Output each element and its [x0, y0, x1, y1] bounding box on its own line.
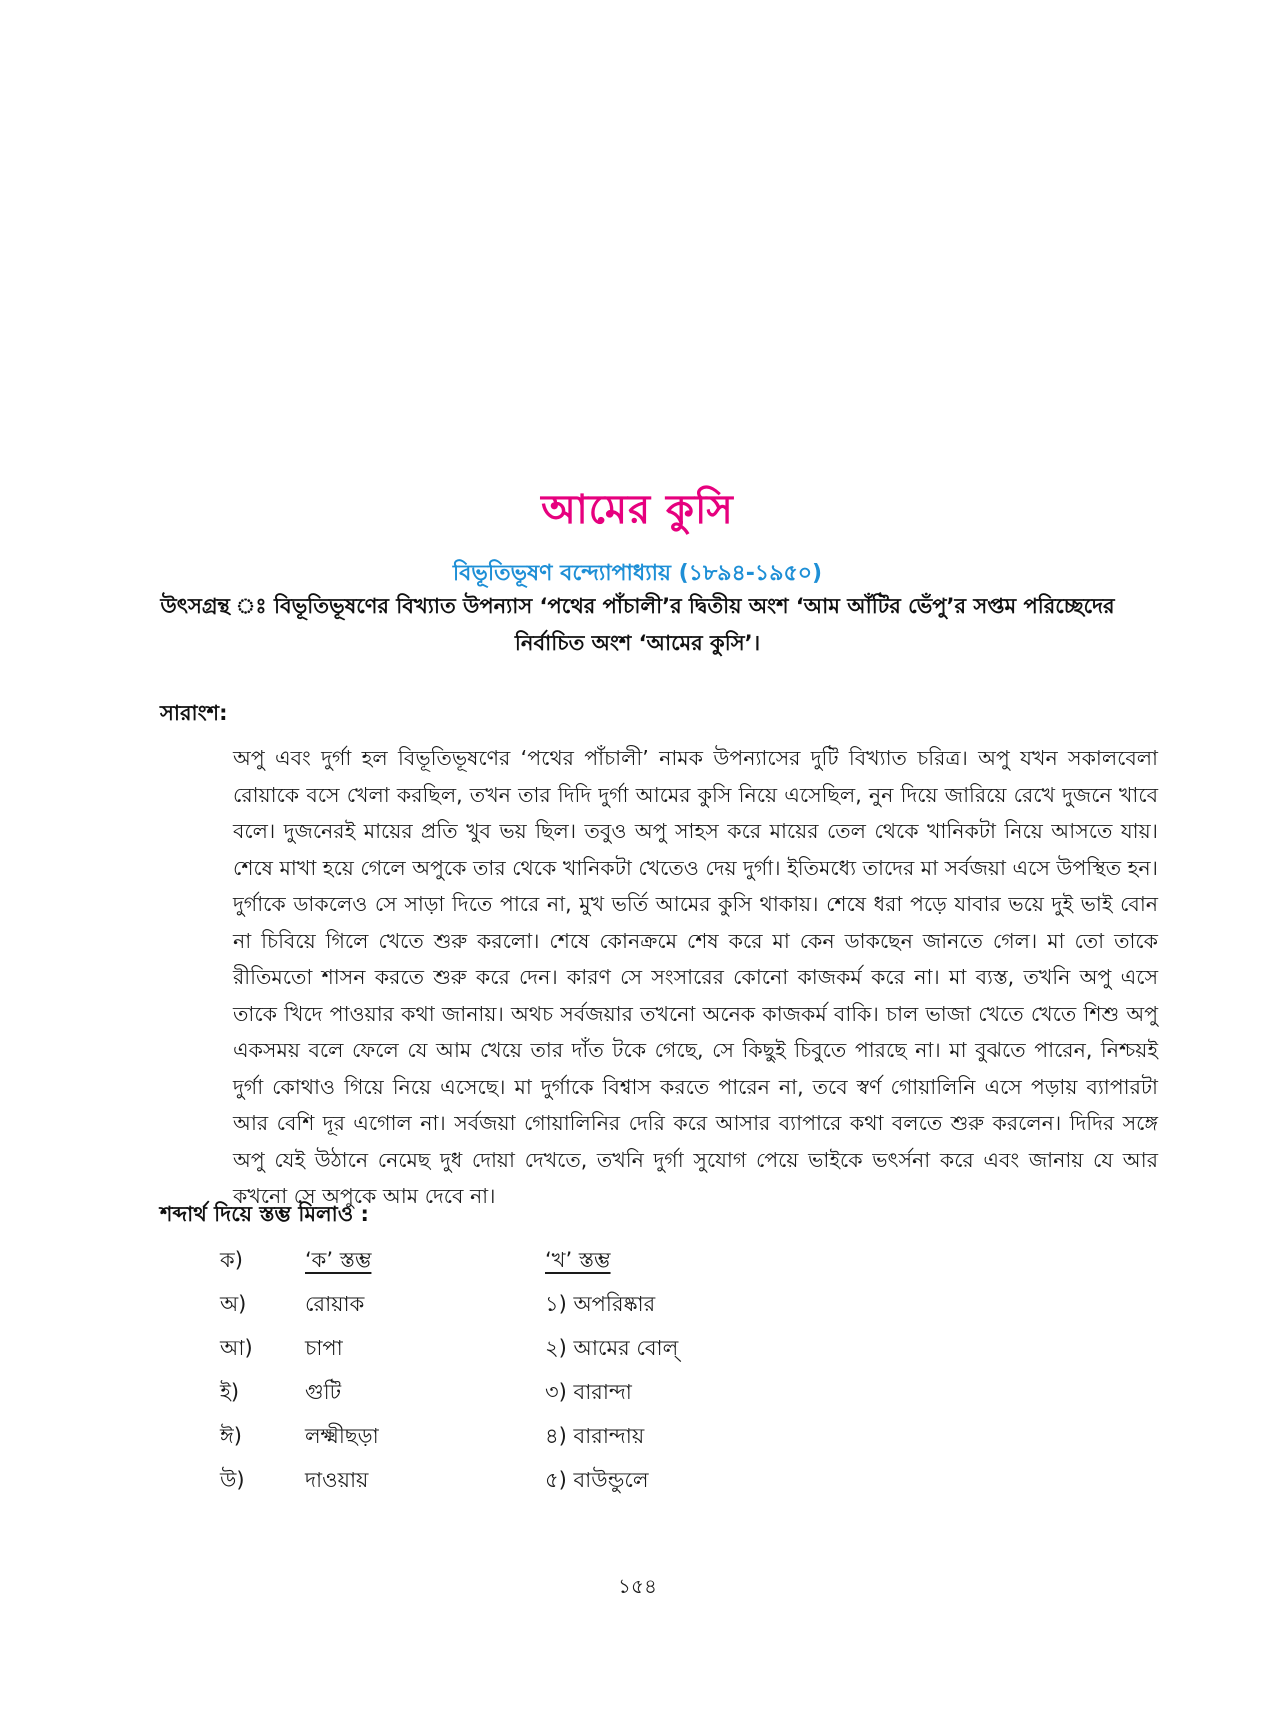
column-kha-cell: ১) অপরিষ্কার — [545, 1292, 656, 1316]
column-kha-cell: ৫) বাউন্ডুলে — [545, 1468, 649, 1492]
column-ka-cell: রোয়াক — [305, 1292, 365, 1316]
summary-paragraph: অপু এবং দুর্গা হল বিভূতিভূষণের ‘পথের পাঁচালী’ নামক উপন্যাসের দুটি বিখ্যাত চরিত্র। অপু যখন সকালবেলা রোয়াকে বসে খেলা করছিল, তখন তার দিদি দুর্গা আমের কুসি নিয়ে এসেছিল, নুন দিয়ে জারিয়ে রেখে দুজনে খাবে বলে। দুজনেরই মায়ের প্রতি খুব ভয় ছিল। তবুও অপু সাহস করে মায়ের তেল থেকে খানিকটা নিয়ে আসতে যায়। শেষে মাখা হয়ে গেলে অপুকে তার থেকে খানিকটা খেতেও দেয় দুর্গা। ইতিমধ্যে তাদের মা সর্বজয়া এসে উপস্থিত হন। দুর্গাকে ডাকলেও সে সাড়া দিতে পারে না, মুখ ভর্তি আমের কুসি থাকায়। শেষে ধরা পড়ে যাবার ভয়ে দুই ভাই বোন না চিবিয়ে গিলে খেতে শুরু করলো। শেষে কোনক্রমে শেষ করে মা কেন ডাকছেন জানতে গেল। মা তো তাকে রীতিমতো শাসন করতে শুরু করে দেন। কারণ সে সংসারের কোনো কাজকর্ম করে না। মা ব্যস্ত, তখনি অপু এসে তাকে খিদে পাওয়ার কথা জানায়। অথচ সর্বজয়ার তখনো অনেক কাজকর্ম বাকি। চাল ভাজা খেতে খেতে শিশু অপু একসময় বলে ফেলে যে আম খেয়ে তার দাঁত টকে গেছে, সে কিছুই চিবুতে পারছে না। মা বুঝতে পারেন, নিশ্চয়ই দুর্গা কোথাও গিয়ে নিয়ে এসেছে। মা দুর্গাকে বিশ্বাস করতে পারেন না, তবে স্বর্ণ গোয়ালিনি এসে পড়ায় ব্যাপারটা আর বেশি দূর এগোল না। সর্বজয়া গোয়ালিনির দেরি করে আসার ব্যাপারে কথা বলতে শুরু করলেন। দিদির সঙ্গে অপু যেই উঠানে নেমেছ দুধ দোয়া দেখতে, তখনি দুর্গা সুযোগ পেয়ে ভাইকে ভৎর্সনা করে এবং জানায় যে আর কখনো সে অপুকে আম দেবে না। — [233, 746, 1158, 1208]
column-kha-header: ‘খ’ স্তম্ভ — [545, 1248, 611, 1272]
source-note — [150, 588, 1125, 662]
column-kha-cell: ৪) বারান্দায় — [545, 1424, 645, 1448]
matching-heading: শব্দার্থ দিয়ে স্তম্ভ মিলাও : — [160, 1202, 369, 1226]
row-marker: ঈ) — [220, 1424, 242, 1448]
row-marker: ই) — [220, 1380, 240, 1404]
row-marker: অ) — [220, 1292, 247, 1316]
source-label: উৎসগ্রন্থ ঃ — [160, 594, 267, 618]
author-line: বিভূতিভূষণ বন্দ্যোপাধ্যায় (১৮৯৪-১৯৫০) — [452, 561, 823, 586]
column-kha-cell: ২) আমের বোল্ — [545, 1336, 679, 1360]
row-marker: আ) — [220, 1336, 253, 1360]
column-ka-cell: দাওয়ায় — [305, 1468, 369, 1492]
table-row — [220, 1370, 820, 1414]
table-row — [220, 1326, 820, 1370]
table-row — [220, 1282, 820, 1326]
source-text: বিভূতিভূষণের বিখ্যাত উপন্যাস ‘পথের পাঁচালী’র দ্বিতীয় অংশ ‘আম আঁটির ভেঁপু’র সপ্তম পরিচ্ছেদের নির্বাচিত অংশ ‘আমের কুসি’। — [273, 594, 1115, 655]
summary-heading: সারাংশ: — [160, 701, 228, 725]
column-ka-header: ‘ক’ স্তম্ভ — [305, 1248, 372, 1272]
table-row — [220, 1414, 820, 1458]
column-kha-cell: ৩) বারান্দা — [545, 1380, 632, 1404]
header-marker: ক) — [220, 1248, 243, 1272]
page-number: ১৫৪ — [618, 1574, 657, 1598]
column-ka-cell: লক্ষ্মীছড়া — [305, 1424, 379, 1448]
matching-table — [220, 1238, 820, 1502]
chapter-title: আমের কুসি — [541, 487, 734, 533]
column-ka-cell: গুটি — [305, 1380, 342, 1404]
row-marker: উ) — [220, 1468, 245, 1492]
table-row — [220, 1458, 820, 1502]
column-ka-cell: চাপা — [305, 1336, 343, 1360]
matching-header-row — [220, 1238, 820, 1282]
